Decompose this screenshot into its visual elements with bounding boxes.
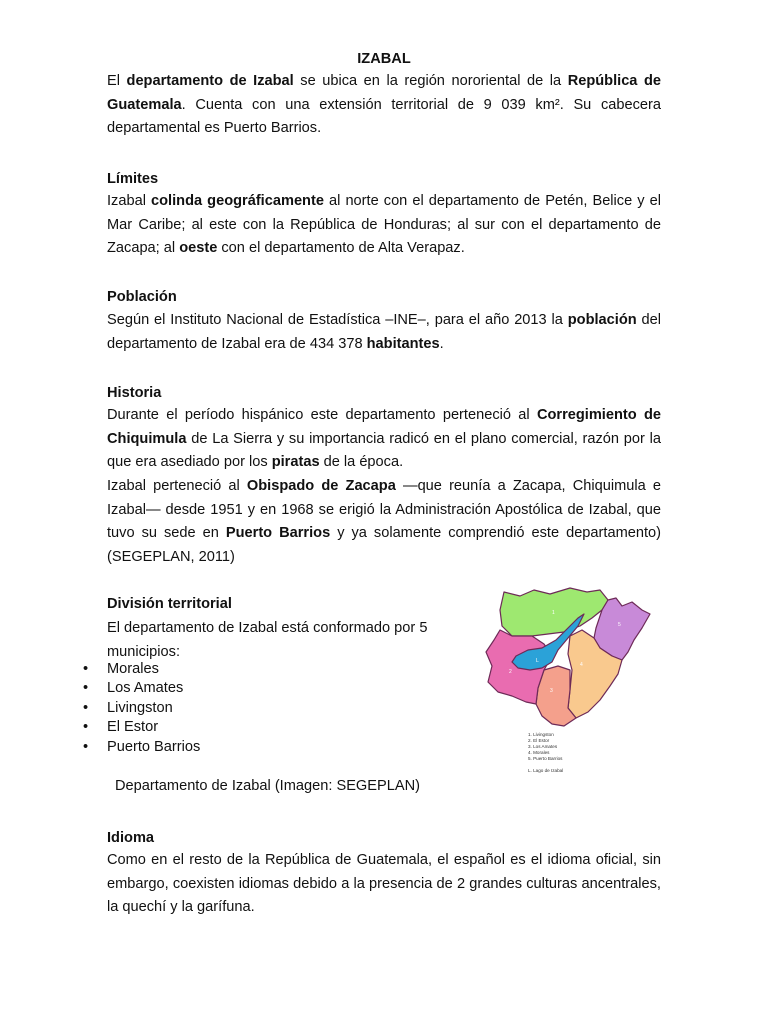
list-item [83,699,200,718]
bullet-glyph: • [83,699,89,716]
poblacion-paragraph [107,309,661,356]
map-label-5: 5 [618,622,621,628]
map-label-3: 3 [550,688,553,694]
poblacion-text-2: del departamento de Izabal era de 434 378 [107,312,662,352]
historia-p1-text-3: de la época. [319,454,404,470]
list-item-label: Livingston [107,699,173,716]
historia-paragraph-2 [107,475,661,569]
bullet-glyph: • [83,680,89,697]
map-label-2: 2 [509,669,512,675]
list-item [83,679,200,698]
list-item [83,718,200,737]
historia-p2-text-3: y ya solamente comprendió este departamento) (SEGEPLAN, 2011) [107,525,661,565]
historia-p1-text-1: Durante el período hispánico este departamento perteneció al [107,407,537,423]
list-item [83,738,200,757]
list-item-label: Morales [107,661,159,677]
legend-item: 2. El Estor [528,738,550,743]
idioma-paragraph: Como en el resto de la República de Guatemala, el español es el idioma oficial, sin embargo, coexisten idiomas debido a la presencia de 2 grandes culturas ancentrales, la quechí y la garífuna. [107,852,661,915]
intro-paragraph [107,70,661,141]
page-title: IZABAL [357,51,411,67]
map-label-lake: L [536,658,539,664]
intro-text-1: El [107,73,127,89]
poblacion-text-3: . [439,335,444,352]
limites-heading: Límites [107,171,159,187]
limites-text-1: Izabal [107,193,152,209]
map-label-4: 4 [580,662,583,668]
historia-p2-bold-2: Puerto Barrios [225,525,331,541]
historia-p1-text-2: de La Sierra y su importancia radicó en el plano comercial, razón por la que era asediado por los [107,430,661,470]
idioma-heading: Idioma [107,830,155,846]
municipios-list [83,660,200,757]
legend-item: 4. Morales [528,750,550,755]
map-caption: Departamento de Izabal (Imagen: SEGEPLAN) [115,778,421,794]
bullet-glyph: • [83,719,89,736]
poblacion-text-1: Según el Instituto Nacional de Estadística –INE–, para el año 2013 la [107,312,568,328]
bullet-glyph: • [83,661,89,677]
poblacion-heading: Población [107,289,177,305]
limites-text-2: al norte con el departamento de Petén, Belice y el Mar Caribe; al este con la República de Honduras; al sur con el departamento de Zacapa; al [107,193,661,256]
historia-p1-bold-2: piratas [271,454,320,470]
division-paragraph: El departamento de Izabal está conformado por 5 municipios: [107,620,428,660]
limites-bold-2: oeste [179,240,218,256]
poblacion-bold-2: habitantes [366,335,440,352]
historia-p2-text-1: Izabal perteneció al [107,478,247,494]
intro-text-3: . Cuenta con una extensión territorial de 9 039 km². Su cabecera departamental es Puerto Barrios. [107,96,661,136]
historia-heading: Historia [107,385,162,401]
list-item-label: Los Amates [107,680,184,697]
historia-p1-bold-1: Corregimiento de Chiquimula [107,407,661,447]
limites-text-3: con el departamento de Alta Verapaz. [217,240,465,256]
historia-p2-text-2: —que reunía a Zacapa, Chiquimula e Izabal— desde 1951 y en 1968 se erigió la Administración Apostólica de Izabal, que tuvo su sede en [107,478,662,541]
bullet-glyph: • [83,738,89,755]
poblacion-bold-1: población [567,312,637,328]
map-label-1: 1 [552,610,555,616]
list-item-label: Puerto Barrios [107,738,201,755]
legend-item: L. Lago de Izabal [528,768,564,773]
izabal-map [472,570,662,795]
legend-item: 1. Livingston [528,732,554,737]
legend-item: 5. Puerto Barrios [528,756,563,761]
intro-bold-2: República de Guatemala [107,73,662,113]
limites-bold-1: colinda geográficamente [151,193,324,209]
intro-text-2: se ubica en la región nororiental de la [293,73,568,89]
intro-bold-1: departamento de Izabal [126,73,294,89]
historia-p2-bold-1: Obispado de Zacapa [246,478,396,494]
historia-paragraph-1 [107,404,661,475]
map-legend [528,732,563,774]
division-heading: División territorial [107,596,232,612]
list-item [83,660,200,679]
limites-paragraph [107,190,661,261]
list-item-label: El Estor [107,719,159,736]
legend-item: 3. Los Amates [528,744,558,749]
